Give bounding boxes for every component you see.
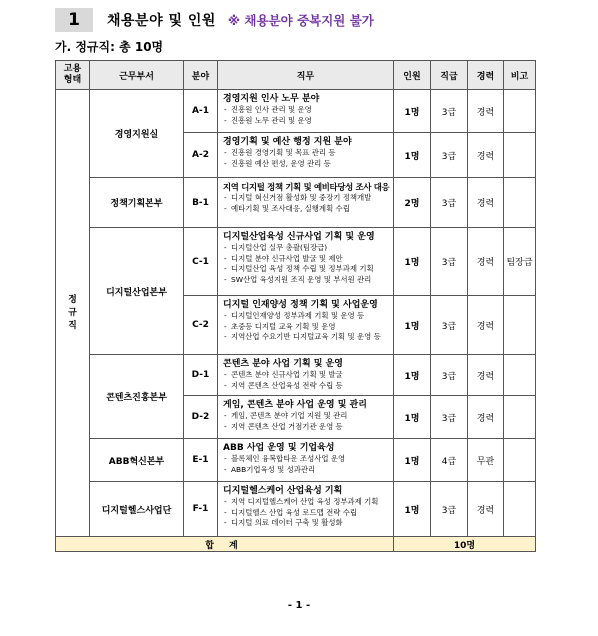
table-row [56,355,536,396]
duty-title: 지역 디지털 정책 기획 및 예비타당성 조사 대응 [223,182,390,192]
grade-cell: 3급 [431,355,468,396]
total-row [56,537,536,552]
remark-cell [504,482,536,537]
duty-title: 디지털 인재양성 정책 기획 및 사업운영 [223,300,378,310]
subsection-title: 가. 정규직: 총 10명 [55,40,164,54]
duty-item: - ABB기업육성 및 성과관리 [223,465,389,476]
duty-items [223,311,389,343]
dept-cell: 콘텐츠진흥본부 [90,355,184,439]
table-row [56,439,536,482]
duty-item: - 게임, 콘텐츠 분야 기업 지원 및 관리 [223,411,389,422]
duty-items [223,497,389,529]
career-cell: 경력 [468,482,504,537]
field-cell: F-1 [184,482,218,537]
duty-title: 게임, 콘텐츠 분야 사업 운영 및 관리 [223,400,367,410]
table-row [56,482,536,537]
header-field: 분야 [184,61,218,90]
field-cell: A-1 [184,90,218,133]
total-label: 합 계 [56,537,394,552]
dept-cell: 디지털헬스사업단 [90,482,184,537]
duty-title: 경영지원 인사 노무 분야 [223,94,320,104]
duty-items [223,370,389,391]
table-row [56,90,536,133]
dept-cell: 경영지원실 [90,90,184,178]
dept-cell: 디지털산업본부 [90,228,184,355]
duty-items [223,454,389,475]
remark-cell [504,178,536,228]
duty-title: 경영기획 및 예산 행정 지원 분야 [223,137,352,147]
duty-item: - 디지털 혁신거점 활성화 및 중장기 정책개발 [223,193,389,204]
grade-cell: 3급 [431,396,468,439]
duty-items [223,105,389,126]
duty-cell [218,482,394,537]
header-duty: 직무 [218,61,394,90]
duty-item: - 디지털산업 실무 총괄(팀장급) [223,243,389,254]
recruitment-table [55,60,536,552]
duty-cell [218,296,394,355]
header-count: 인원 [394,61,431,90]
header-dept: 근무부서 [90,61,184,90]
duty-item: - 디지털헬스 산업 육성 로드맵 전략 수립 [223,508,389,519]
career-cell: 무관 [468,439,504,482]
header-career: 경력 [468,61,504,90]
career-cell: 경력 [468,90,504,133]
duty-cell [218,90,394,133]
duty-item: - SW산업 육성지원 조직 운영 및 부서원 관리 [223,275,389,286]
count-cell: 1명 [394,296,431,355]
grade-cell: 3급 [431,228,468,296]
field-cell: E-1 [184,439,218,482]
duty-items [223,193,389,214]
duty-item: - 블록체인 융복합타운 조성사업 운영 [223,454,389,465]
section-note: ※ 채용분야 중복지원 불가 [227,13,374,28]
duty-item: - 진흥원 경영기획 및 목표 관리 등 [223,148,389,159]
duty-item: - 디지털 분야 신규사업 발굴 및 제안 [223,254,389,265]
duty-title: 디지털산업육성 신규사업 기획 및 운영 [223,232,375,242]
remark-cell [504,396,536,439]
career-cell: 경력 [468,355,504,396]
remark-cell: 팀장급 [504,228,536,296]
duty-item: - 디지털인재양성 정부과제 기획 및 운영 등 [223,311,389,322]
table-header-row [56,61,536,90]
duty-item: - 초중등 디지털 교육 기획 및 운영 [223,322,389,333]
page-number: - 1 - [287,600,311,611]
count-cell: 1명 [394,228,431,296]
table-row [56,228,536,296]
duty-item: - 지역 콘텐츠 산업육성 전략 수립 등 [223,381,389,392]
section-header [55,8,374,32]
header-employment-type: 고용 형태 [56,61,90,90]
header-remark: 비고 [504,61,536,90]
career-cell: 경력 [468,228,504,296]
dept-cell: 정책기획본부 [90,178,184,228]
duty-items [223,148,389,169]
career-cell: 경력 [468,133,504,178]
remark-cell [504,90,536,133]
duty-item: - 진흥원 노무 관리 및 운영 [223,116,389,127]
field-cell: C-2 [184,296,218,355]
duty-cell [218,228,394,296]
duty-item: - 진흥원 예산 편성, 운영 관리 등 [223,159,389,170]
career-cell: 경력 [468,396,504,439]
field-cell: B-1 [184,178,218,228]
duty-item: - 지역 디지털헬스케어 산업 육성 정부과제 기획 [223,497,389,508]
section-title: 채용분야 및 인원 [107,13,216,29]
duty-title: ABB 사업 운영 및 기업육성 [223,443,335,453]
table-row [56,178,536,228]
header-grade: 직급 [431,61,468,90]
duty-item: - 진흥원 인사 관리 및 운영 [223,105,389,116]
grade-cell: 4급 [431,439,468,482]
field-cell: A-2 [184,133,218,178]
remark-cell [504,439,536,482]
duty-item: - 지역산업 수요기반 디지털교육 기획 및 운영 등 [223,332,389,343]
dept-cell: ABB혁신본부 [90,439,184,482]
field-cell: C-1 [184,228,218,296]
grade-cell: 3급 [431,90,468,133]
duty-item: - 콘텐츠 분야 신규사업 기획 및 발굴 [223,370,389,381]
count-cell: 2명 [394,178,431,228]
duty-cell [218,396,394,439]
remark-cell [504,296,536,355]
duty-cell [218,178,394,228]
duty-item: - 디지털 의료 데이터 구축 및 활성화 [223,518,389,529]
employment-type-cell: 정 규 직 [56,90,90,537]
duty-cell [218,133,394,178]
count-cell: 1명 [394,396,431,439]
total-count: 10명 [394,537,536,552]
duty-item: - 지역 콘텐츠 산업 거점기관 운영 등 [223,422,389,433]
count-cell: 1명 [394,90,431,133]
career-cell: 경력 [468,296,504,355]
duty-item: - 예타기획 및 조사대응, 실행계획 수립 [223,204,389,215]
duty-cell [218,355,394,396]
grade-cell: 3급 [431,296,468,355]
grade-cell: 3급 [431,482,468,537]
remark-cell [504,355,536,396]
duty-item: - 디지털산업 육성 정책 수립 및 정부과제 기획 [223,264,389,275]
duty-title: 디지털헬스케어 산업육성 기획 [223,486,343,496]
section-number: 1 [55,8,95,32]
field-cell: D-2 [184,396,218,439]
duty-items [223,243,389,285]
grade-cell: 3급 [431,133,468,178]
field-cell: D-1 [184,355,218,396]
duty-items [223,411,389,432]
remark-cell [504,133,536,178]
duty-cell [218,439,394,482]
count-cell: 1명 [394,439,431,482]
duty-title: 콘텐츠 분야 사업 기획 및 운영 [223,359,343,369]
count-cell: 1명 [394,482,431,537]
career-cell: 경력 [468,178,504,228]
count-cell: 1명 [394,133,431,178]
grade-cell: 3급 [431,178,468,228]
count-cell: 1명 [394,355,431,396]
